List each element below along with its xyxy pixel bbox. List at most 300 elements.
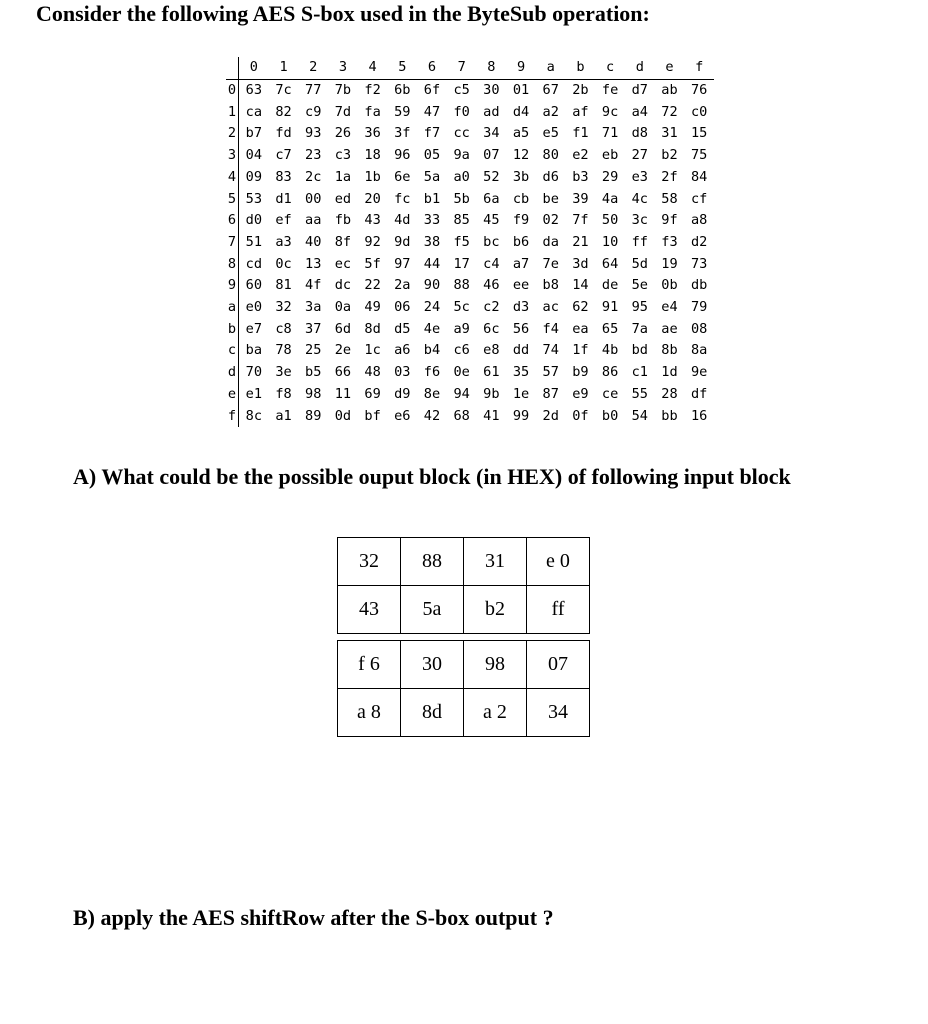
input-block-row [338, 641, 590, 689]
sbox-col-header: 2 [298, 57, 328, 80]
sbox-cell: 70 [245, 364, 263, 381]
sbox-cell: 28 [661, 385, 678, 402]
sbox-cell: c4 [483, 255, 500, 272]
sbox-cell: 1a [334, 168, 352, 185]
sbox-cell: 6b [394, 82, 411, 98]
sbox-cell: 39 [572, 190, 589, 207]
sbox-cell: df [690, 385, 708, 402]
sbox-cell: 46 [483, 277, 500, 294]
sbox-table-container [226, 57, 714, 427]
sbox-cell: be [542, 190, 559, 207]
sbox-cell: f8 [275, 385, 292, 402]
sbox-col-header: 5 [387, 57, 417, 80]
sbox-cell: ac [542, 299, 559, 316]
sbox-cell: 35 [512, 364, 530, 381]
sbox-col-header: 0 [239, 57, 269, 80]
sbox-cell: 63 [245, 82, 263, 98]
sbox-cell: 9d [394, 233, 411, 250]
sbox-cell: 41 [483, 407, 500, 424]
sbox-cell: f1 [572, 125, 589, 142]
sbox-cell: a4 [631, 103, 648, 120]
sbox-row [226, 189, 714, 211]
input-block-cell: 32 [338, 538, 401, 586]
sbox-cell: e4 [661, 299, 678, 316]
sbox-cell: 1d [661, 364, 678, 381]
sbox-cell: c2 [483, 299, 500, 316]
sbox-row-header: 4 [226, 167, 239, 189]
sbox-cell: 42 [423, 407, 441, 424]
sbox-cell: e0 [245, 299, 263, 316]
sbox-cell: f5 [453, 233, 470, 250]
sbox-cell: 23 [305, 147, 322, 164]
sbox-cell: 4a [601, 190, 619, 207]
sbox-cell: a7 [512, 255, 530, 272]
sbox-cell: 3d [572, 255, 589, 272]
sbox-cell: cb [512, 190, 530, 207]
sbox-cell: 4d [394, 212, 411, 229]
sbox-cell: 1c [364, 342, 381, 359]
sbox-cell: 33 [423, 212, 441, 229]
sbox-cell: ce [601, 385, 619, 402]
sbox-cell: 34 [483, 125, 500, 142]
sbox-cell: 9f [661, 212, 678, 229]
sbox-cell: 75 [690, 147, 708, 164]
sbox-cell: 5a [423, 168, 441, 185]
sbox-cell: 43 [364, 212, 381, 229]
sbox-cell: cc [453, 125, 470, 142]
sbox-cell: 1e [512, 385, 530, 402]
sbox-row [226, 80, 714, 102]
sbox-cell: 00 [305, 190, 322, 207]
sbox-cell: 95 [631, 299, 648, 316]
sbox-cell: ee [512, 277, 530, 294]
sbox-cell: a2 [542, 103, 559, 120]
sbox-cell: a9 [453, 320, 470, 337]
sbox-cell: b7 [245, 125, 263, 142]
sbox-cell: 24 [423, 299, 441, 316]
sbox-cell: 9a [453, 147, 470, 164]
sbox-cell: bd [631, 342, 648, 359]
sbox-cell: 5d [631, 255, 648, 272]
sbox-cell: 5f [364, 255, 381, 272]
sbox-cell: b0 [601, 407, 619, 424]
sbox-cell: 89 [305, 407, 322, 424]
sbox-cell: 7b [334, 82, 352, 98]
sbox-cell: f6 [423, 364, 441, 381]
sbox-cell: 14 [572, 277, 589, 294]
sbox-cell: 93 [305, 125, 322, 142]
sbox-cell: bb [661, 407, 678, 424]
sbox-cell: 60 [245, 277, 263, 294]
sbox-cell: ef [275, 212, 292, 229]
sbox-cell: 26 [334, 125, 352, 142]
sbox-cell: d9 [394, 385, 411, 402]
sbox-cell: c3 [334, 147, 352, 164]
sbox-cell: e5 [542, 125, 559, 142]
sbox-cell: 81 [275, 277, 292, 294]
sbox-cell: 84 [690, 168, 708, 185]
sbox-cell: f3 [661, 233, 678, 250]
input-block-cell: 98 [464, 641, 527, 689]
sbox-cell: 6e [394, 168, 411, 185]
sbox-cell: 13 [305, 255, 322, 272]
sbox-cell: 0c [275, 255, 292, 272]
sbox-cell: 2b [572, 82, 589, 98]
sbox-table [226, 57, 714, 427]
sbox-cell: 07 [483, 147, 500, 164]
sbox-cell: 55 [631, 385, 648, 402]
sbox-cell: 8e [423, 385, 441, 402]
sbox-row-header: b [226, 319, 239, 341]
sbox-cell: 8f [334, 233, 352, 250]
sbox-cell: ff [631, 233, 648, 250]
sbox-cell: 01 [512, 82, 530, 98]
sbox-cell: 7e [542, 255, 559, 272]
sbox-cell: 29 [601, 168, 619, 185]
sbox-cell: ba [245, 342, 263, 359]
input-block-cell: ff [527, 586, 590, 634]
sbox-row [226, 406, 714, 428]
sbox-cell: 18 [364, 147, 381, 164]
input-block-row [338, 689, 590, 737]
sbox-cell: 98 [305, 385, 322, 402]
sbox-cell: f4 [542, 320, 559, 337]
sbox-header-row [226, 57, 714, 80]
sbox-cell: 3f [394, 125, 411, 142]
sbox-cell: d3 [512, 299, 530, 316]
sbox-cell: 09 [245, 168, 263, 185]
sbox-cell: de [601, 277, 619, 294]
sbox-col-header: e [655, 57, 685, 80]
question-b: B) apply the AES shiftRow after the S-box output ? [73, 905, 554, 930]
input-block-bottom [337, 640, 590, 737]
sbox-cell: dd [512, 342, 530, 359]
sbox-cell: d5 [394, 320, 411, 337]
sbox-cell: da [542, 233, 559, 250]
sbox-cell: 37 [305, 320, 322, 337]
sbox-row [226, 254, 714, 276]
sbox-cell: 65 [601, 320, 619, 337]
sbox-row-header: f [226, 406, 239, 428]
sbox-cell: fa [364, 103, 381, 120]
input-block-cell: b2 [464, 586, 527, 634]
sbox-cell: ca [245, 103, 263, 120]
sbox-row-header: 3 [226, 145, 239, 167]
sbox-cell: 76 [690, 82, 708, 98]
sbox-cell: 6d [334, 320, 352, 337]
sbox-cell: 73 [690, 255, 708, 272]
sbox-cell: 4e [423, 320, 441, 337]
sbox-cell: 87 [542, 385, 559, 402]
sbox-cell: af [572, 103, 589, 120]
sbox-cell: c6 [453, 342, 470, 359]
sbox-cell: 6f [423, 82, 441, 98]
sbox-cell: 52 [483, 168, 500, 185]
sbox-row-header: a [226, 297, 239, 319]
sbox-cell: bf [364, 407, 381, 424]
sbox-col-header: c [595, 57, 625, 80]
sbox-corner [226, 57, 239, 80]
sbox-row [226, 145, 714, 167]
input-block-cell: 88 [401, 538, 464, 586]
input-block-top [337, 537, 590, 634]
sbox-cell: 40 [305, 233, 322, 250]
input-block-cell: 8d [401, 689, 464, 737]
sbox-cell: f2 [364, 82, 381, 98]
sbox-cell: f9 [512, 212, 530, 229]
sbox-cell: 97 [394, 255, 411, 272]
sbox-cell: c5 [453, 82, 470, 98]
sbox-cell: 0d [334, 407, 352, 424]
sbox-cell: fd [275, 125, 292, 142]
sbox-cell: e6 [394, 407, 411, 424]
sbox-cell: db [690, 277, 708, 294]
sbox-row [226, 362, 714, 384]
sbox-cell: b1 [423, 190, 441, 207]
sbox-cell: e9 [572, 385, 589, 402]
sbox-cell: 2c [305, 168, 322, 185]
sbox-cell: 51 [245, 233, 263, 250]
sbox-cell: 83 [275, 168, 292, 185]
sbox-cell: bc [483, 233, 500, 250]
sbox-cell: 3e [275, 364, 292, 381]
sbox-cell: 5c [453, 299, 470, 316]
sbox-cell: 71 [601, 125, 619, 142]
sbox-cell: 0a [334, 299, 352, 316]
sbox-cell: d7 [631, 82, 648, 98]
input-block-cell: a 2 [464, 689, 527, 737]
sbox-cell: 17 [453, 255, 470, 272]
sbox-cell: b4 [423, 342, 441, 359]
sbox-cell: 0b [661, 277, 678, 294]
sbox-cell: 11 [334, 385, 352, 402]
sbox-cell: 99 [512, 407, 530, 424]
sbox-cell: fb [334, 212, 352, 229]
sbox-cell: 9b [483, 385, 500, 402]
sbox-cell: 9c [601, 103, 619, 120]
sbox-cell: 0e [453, 364, 470, 381]
sbox-cell: 1b [364, 168, 381, 185]
sbox-row [226, 210, 714, 232]
input-block-row [338, 586, 590, 634]
sbox-cell: f0 [453, 103, 470, 120]
sbox-cell: 49 [364, 299, 381, 316]
input-block-cell: 31 [464, 538, 527, 586]
sbox-cell: 6a [483, 190, 500, 207]
sbox-cell: d1 [275, 190, 292, 207]
sbox-col-header: 7 [447, 57, 477, 80]
sbox-cell: 7a [631, 320, 648, 337]
sbox-cell: 6c [483, 320, 500, 337]
sbox-cell: 8a [690, 342, 708, 359]
sbox-row-header: 1 [226, 102, 239, 124]
sbox-cell: 96 [394, 147, 411, 164]
sbox-cell: 30 [483, 82, 500, 98]
sbox-cell: 25 [305, 342, 322, 359]
sbox-cell: dc [334, 277, 352, 294]
sbox-row-header: 5 [226, 189, 239, 211]
sbox-cell: 4b [601, 342, 619, 359]
sbox-cell: 12 [512, 147, 530, 164]
sbox-cell: c8 [275, 320, 292, 337]
sbox-cell: e7 [245, 320, 263, 337]
sbox-cell: a3 [275, 233, 292, 250]
sbox-col-header: 4 [358, 57, 388, 80]
sbox-cell: 57 [542, 364, 559, 381]
sbox-cell: 48 [364, 364, 381, 381]
sbox-cell: 32 [275, 299, 292, 316]
sbox-cell: 16 [690, 407, 708, 424]
sbox-cell: 9e [690, 364, 708, 381]
sbox-cell: c0 [690, 103, 708, 120]
sbox-row [226, 319, 714, 341]
sbox-cell: 4c [631, 190, 648, 207]
sbox-cell: b3 [572, 168, 589, 185]
sbox-cell: cf [690, 190, 708, 207]
sbox-cell: 08 [690, 320, 708, 337]
sbox-cell: 72 [661, 103, 678, 120]
sbox-cell: fc [394, 190, 411, 207]
sbox-row [226, 102, 714, 124]
sbox-cell: 58 [661, 190, 678, 207]
sbox-cell: 47 [423, 103, 441, 120]
sbox-cell: 54 [631, 407, 648, 424]
sbox-cell: b2 [661, 147, 678, 164]
sbox-cell: 4f [305, 277, 322, 294]
sbox-cell: 03 [394, 364, 411, 381]
sbox-row [226, 275, 714, 297]
sbox-cell: a8 [690, 212, 708, 229]
sbox-cell: 82 [275, 103, 292, 120]
sbox-cell: eb [601, 147, 619, 164]
input-block-cell: 34 [527, 689, 590, 737]
sbox-cell: b8 [542, 277, 559, 294]
sbox-row-header: e [226, 384, 239, 406]
sbox-cell: 8b [661, 342, 678, 359]
sbox-cell: e1 [245, 385, 263, 402]
sbox-row-header: 0 [226, 80, 239, 102]
sbox-col-header: f [684, 57, 714, 80]
sbox-row-header: d [226, 362, 239, 384]
sbox-cell: 80 [542, 147, 559, 164]
input-block-cell: 5a [401, 586, 464, 634]
sbox-cell: a5 [512, 125, 530, 142]
sbox-cell: 91 [601, 299, 619, 316]
sbox-cell: 05 [423, 147, 441, 164]
sbox-col-header: d [625, 57, 655, 80]
sbox-cell: 77 [305, 82, 322, 98]
sbox-cell: 62 [572, 299, 589, 316]
sbox-col-header: 6 [417, 57, 447, 80]
input-block-cell: 43 [338, 586, 401, 634]
input-block-cell: f 6 [338, 641, 401, 689]
sbox-row [226, 232, 714, 254]
input-block-cell: 30 [401, 641, 464, 689]
sbox-cell: 2f [661, 168, 678, 185]
sbox-cell: 5b [453, 190, 470, 207]
sbox-row [226, 297, 714, 319]
sbox-row-header: c [226, 340, 239, 362]
sbox-cell: 94 [453, 385, 470, 402]
sbox-cell: 7c [275, 82, 292, 98]
sbox-cell: a6 [394, 342, 411, 359]
sbox-cell: 68 [453, 407, 470, 424]
sbox-col-header: 3 [328, 57, 358, 80]
sbox-cell: aa [305, 212, 322, 229]
sbox-cell: 85 [453, 212, 470, 229]
sbox-cell: e8 [483, 342, 500, 359]
sbox-cell: c7 [275, 147, 292, 164]
input-block-cell: 07 [527, 641, 590, 689]
sbox-row-header: 6 [226, 210, 239, 232]
page-heading: Consider the following AES S-box used in the ByteSub operation: [36, 1, 650, 26]
sbox-cell: 66 [334, 364, 352, 381]
sbox-cell: ab [661, 82, 678, 98]
sbox-cell: 67 [542, 82, 559, 98]
sbox-cell: e3 [631, 168, 648, 185]
input-block-row [338, 538, 590, 586]
sbox-row-header: 7 [226, 232, 239, 254]
sbox-cell: a0 [453, 168, 470, 185]
input-block-cell: a 8 [338, 689, 401, 737]
sbox-cell: 10 [601, 233, 619, 250]
sbox-cell: 86 [601, 364, 619, 381]
sbox-cell: 2e [334, 342, 352, 359]
sbox-cell: 36 [364, 125, 381, 142]
sbox-col-header: 9 [506, 57, 536, 80]
sbox-cell: 78 [275, 342, 292, 359]
sbox-cell: f7 [423, 125, 441, 142]
sbox-cell: 45 [483, 212, 500, 229]
sbox-cell: 2a [394, 277, 411, 294]
sbox-cell: 7f [572, 212, 589, 229]
sbox-cell: d6 [542, 168, 559, 185]
sbox-cell: 15 [690, 125, 708, 142]
sbox-cell: 1f [572, 342, 589, 359]
sbox-row [226, 384, 714, 406]
sbox-cell: 88 [453, 277, 470, 294]
sbox-col-header: a [536, 57, 566, 80]
sbox-cell: d8 [631, 125, 648, 142]
sbox-cell: fe [601, 82, 619, 98]
sbox-cell: c9 [305, 103, 322, 120]
sbox-cell: 7d [334, 103, 352, 120]
sbox-cell: d2 [690, 233, 708, 250]
question-a: A) What could be the possible ouput block (in HEX) of following input block [73, 464, 791, 489]
sbox-cell: 5e [631, 277, 648, 294]
sbox-cell: ae [661, 320, 678, 337]
sbox-cell: 44 [423, 255, 441, 272]
sbox-cell: 8c [245, 407, 263, 424]
sbox-cell: 02 [542, 212, 559, 229]
sbox-cell: 90 [423, 277, 441, 294]
sbox-cell: 3a [305, 299, 322, 316]
sbox-cell: ad [483, 103, 500, 120]
sbox-col-header: 1 [269, 57, 299, 80]
sbox-cell: 79 [690, 299, 708, 316]
sbox-cell: 74 [542, 342, 559, 359]
sbox-cell: cd [245, 255, 263, 272]
sbox-cell: 27 [631, 147, 648, 164]
sbox-cell: b5 [305, 364, 322, 381]
sbox-cell: 22 [364, 277, 381, 294]
sbox-cell: 64 [601, 255, 619, 272]
sbox-cell: 04 [245, 147, 263, 164]
sbox-cell: 50 [601, 212, 619, 229]
sbox-cell: 8d [364, 320, 381, 337]
sbox-cell: 92 [364, 233, 381, 250]
sbox-cell: 61 [483, 364, 500, 381]
